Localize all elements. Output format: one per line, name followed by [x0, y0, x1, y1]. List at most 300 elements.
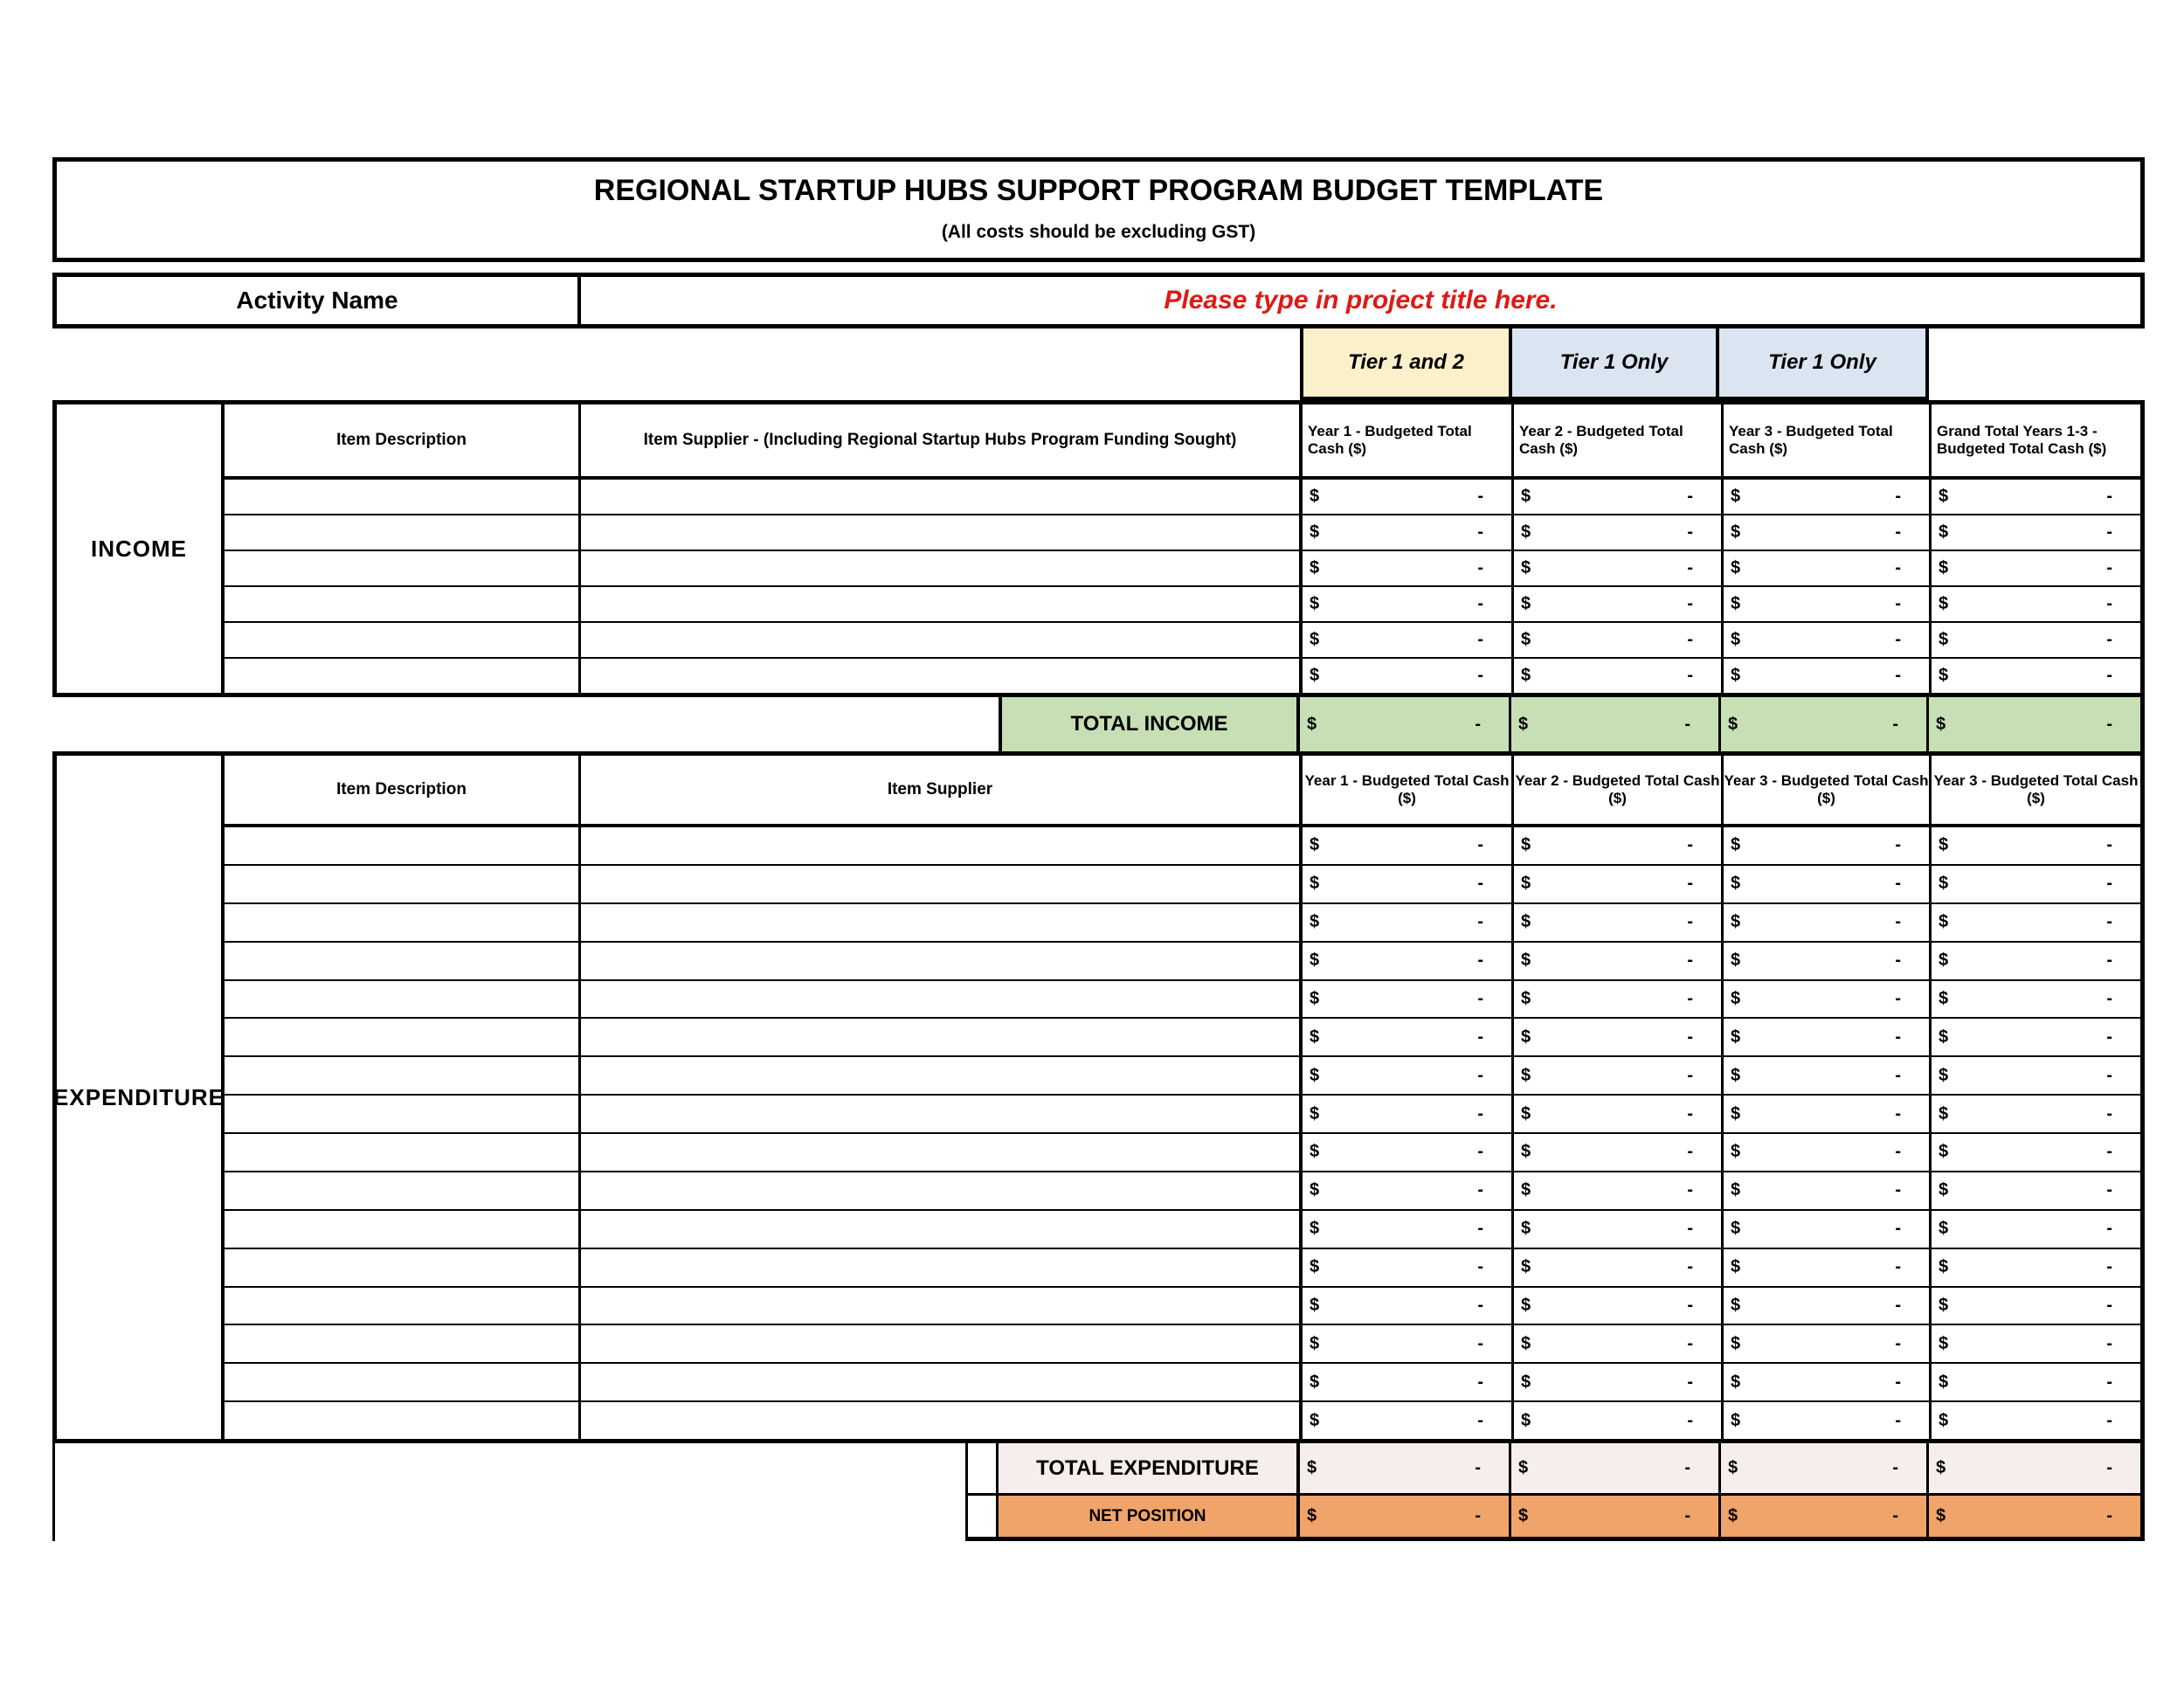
item-supplier-cell[interactable] [581, 515, 1303, 550]
amount-dash: - [1687, 1219, 1693, 1239]
amount-dash: - [1477, 630, 1483, 649]
amount-dash: - [1477, 1027, 1483, 1047]
money-cell[interactable] [1724, 1172, 1932, 1209]
expenditure-row [225, 1134, 2140, 1172]
money-cell[interactable] [1724, 1057, 1932, 1094]
money-cell[interactable] [1932, 1325, 2140, 1362]
item-description-cell[interactable] [225, 1325, 581, 1362]
amount-dash: - [1477, 1103, 1483, 1124]
currency-symbol: $ [1521, 1372, 1531, 1392]
money-cell[interactable] [1724, 587, 1932, 621]
page-title: REGIONAL STARTUP HUBS SUPPORT PROGRAM BUDGET TEMPLATE [593, 174, 1604, 207]
amount-dash: - [1687, 1372, 1693, 1392]
currency-symbol: $ [1310, 951, 1320, 971]
currency-symbol: $ [1521, 1410, 1531, 1430]
money-cell[interactable] [1303, 1288, 1514, 1324]
currency-symbol: $ [1521, 1142, 1531, 1162]
currency-symbol: $ [1731, 835, 1741, 855]
item-description-cell[interactable] [225, 1364, 581, 1400]
amount-dash: - [1475, 1506, 1481, 1525]
money-cell[interactable] [1724, 1325, 1932, 1362]
money-cell[interactable] [1303, 1211, 1514, 1248]
expenditure-row [225, 981, 2140, 1020]
currency-symbol: $ [1731, 522, 1741, 542]
money-cell[interactable] [1303, 981, 1514, 1018]
item-description-cell[interactable] [225, 480, 581, 514]
item-description-cell[interactable] [225, 1172, 581, 1209]
money-cell[interactable] [1514, 551, 1724, 585]
money-cell[interactable] [1514, 1288, 1724, 1324]
money-cell[interactable] [1514, 1325, 1724, 1362]
currency-symbol: $ [1731, 1410, 1741, 1430]
currency-symbol: $ [1310, 1180, 1320, 1200]
item-description-cell[interactable] [225, 623, 581, 657]
money-cell[interactable] [1932, 623, 2140, 657]
money-cell[interactable] [1724, 866, 1932, 902]
currency-symbol: $ [1731, 1103, 1741, 1124]
currency-symbol: $ [1939, 912, 1949, 932]
amount-dash: - [1684, 714, 1690, 734]
amount-dash: - [1687, 951, 1693, 971]
currency-symbol: $ [1518, 1458, 1529, 1477]
amount-dash: - [1687, 594, 1693, 613]
money-cell[interactable] [1514, 1057, 1724, 1094]
currency-symbol: $ [1731, 1142, 1741, 1162]
amount-dash: - [1895, 522, 1901, 542]
currency-symbol: $ [1310, 630, 1320, 649]
expenditure-row [225, 1096, 2140, 1134]
item-description-cell[interactable] [225, 1096, 581, 1132]
total-expenditure-spacer-cell [965, 1443, 999, 1496]
item-supplier-cell[interactable] [581, 1134, 1303, 1171]
currency-symbol: $ [1939, 1410, 1949, 1430]
currency-symbol: $ [1731, 874, 1741, 894]
money-cell[interactable] [1514, 1019, 1724, 1055]
money-cell[interactable] [1932, 1134, 2140, 1171]
amount-dash: - [1477, 1142, 1483, 1162]
currency-symbol: $ [1731, 1257, 1741, 1277]
amount-dash: - [1895, 487, 1901, 506]
currency-symbol: $ [1731, 1065, 1741, 1085]
income-row [225, 551, 2140, 587]
item-description-cell[interactable] [225, 659, 581, 693]
amount-dash: - [2106, 1257, 2112, 1277]
amount-dash: - [1477, 522, 1483, 542]
total-income-strip [52, 697, 2145, 751]
currency-symbol: $ [1731, 1295, 1741, 1315]
total-expenditure-label: TOTAL EXPENDITURE [999, 1443, 1300, 1496]
item-description-cell[interactable] [225, 1057, 581, 1094]
money-cell[interactable] [1724, 827, 1932, 864]
money-cell [1929, 697, 2145, 751]
money-cell[interactable] [1724, 904, 1932, 941]
money-cell[interactable] [1932, 1211, 2140, 1248]
currency-symbol: $ [1939, 1180, 1949, 1200]
total-expenditure-row-wrap [965, 1443, 2145, 1496]
income-row [225, 587, 2140, 623]
currency-symbol: $ [1310, 594, 1320, 613]
money-cell[interactable] [1932, 1019, 2140, 1055]
money-cell[interactable] [1514, 1096, 1724, 1132]
expenditure-row [225, 1211, 2140, 1249]
amount-dash: - [2106, 1180, 2112, 1200]
amount-dash: - [1687, 1027, 1693, 1047]
item-description-cell[interactable] [225, 1249, 581, 1286]
currency-symbol: $ [1939, 1142, 1949, 1162]
income-row [225, 659, 2140, 693]
money-cell[interactable] [1724, 1134, 1932, 1171]
money-cell[interactable] [1303, 827, 1514, 864]
currency-symbol: $ [1731, 1219, 1741, 1239]
amount-dash: - [1475, 714, 1481, 734]
amount-dash: - [1475, 1458, 1481, 1477]
money-cell[interactable] [1303, 943, 1514, 979]
currency-symbol: $ [1521, 487, 1531, 506]
item-description-cell[interactable] [225, 1288, 581, 1324]
currency-symbol: $ [1310, 1410, 1320, 1430]
total-income-label: TOTAL INCOME [999, 697, 1300, 751]
amount-dash: - [1477, 874, 1483, 894]
expenditure-row [225, 1172, 2140, 1211]
currency-symbol: $ [1939, 1295, 1949, 1315]
money-cell[interactable] [1303, 659, 1514, 693]
money-cell [1300, 697, 1511, 751]
money-cell[interactable] [1724, 1249, 1932, 1286]
item-supplier-cell[interactable] [581, 1288, 1303, 1324]
money-cell[interactable] [1932, 1402, 2140, 1439]
item-description-cell[interactable] [225, 904, 581, 941]
money-cell[interactable] [1724, 943, 1932, 979]
item-supplier-cell[interactable] [581, 1096, 1303, 1132]
currency-symbol: $ [1310, 835, 1320, 855]
amount-dash: - [1477, 1065, 1483, 1085]
money-cell[interactable] [1514, 480, 1724, 514]
amount-dash: - [1687, 1295, 1693, 1315]
currency-symbol: $ [1310, 487, 1320, 506]
amount-dash: - [2106, 1065, 2112, 1085]
item-description-cell[interactable] [225, 1134, 581, 1171]
item-supplier-cell[interactable] [581, 551, 1303, 585]
money-cell[interactable] [1514, 515, 1724, 550]
amount-dash: - [1477, 594, 1483, 613]
amount-dash: - [1687, 1410, 1693, 1430]
expenditure-row [225, 1325, 2140, 1364]
amount-dash: - [2106, 487, 2112, 506]
currency-symbol: $ [1310, 1295, 1320, 1315]
money-cell[interactable] [1932, 515, 2140, 550]
amount-dash: - [1687, 558, 1693, 577]
currency-symbol: $ [1731, 666, 1741, 685]
item-description-cell[interactable] [225, 1402, 581, 1439]
net-position-label: NET POSITION [999, 1496, 1300, 1541]
money-cell[interactable] [1303, 623, 1514, 657]
money-cell[interactable] [1514, 981, 1724, 1018]
currency-symbol: $ [1521, 874, 1531, 894]
amount-dash: - [1477, 666, 1483, 685]
currency-symbol: $ [1521, 666, 1531, 685]
money-cell[interactable] [1932, 1057, 2140, 1094]
item-description-cell[interactable] [225, 587, 581, 621]
amount-dash: - [2106, 1506, 2112, 1525]
amount-dash: - [1895, 1372, 1901, 1392]
currency-symbol: $ [1521, 1180, 1531, 1200]
money-cell[interactable] [1932, 904, 2140, 941]
item-description-cell[interactable] [225, 943, 581, 979]
tier-cell-year2: Tier 1 Only [1512, 328, 1719, 397]
item-supplier-cell[interactable] [581, 480, 1303, 514]
amount-dash: - [1687, 1333, 1693, 1353]
item-supplier-cell[interactable] [581, 827, 1303, 864]
money-cell[interactable] [1303, 904, 1514, 941]
currency-symbol: $ [1310, 874, 1320, 894]
amount-dash: - [2106, 558, 2112, 577]
money-cell[interactable] [1932, 1249, 2140, 1286]
item-supplier-cell[interactable] [581, 1325, 1303, 1362]
money-cell[interactable] [1724, 1402, 1932, 1439]
amount-dash: - [1687, 912, 1693, 932]
currency-symbol: $ [1521, 630, 1531, 649]
currency-symbol: $ [1518, 714, 1529, 734]
money-cell[interactable] [1932, 827, 2140, 864]
money-cell[interactable] [1514, 904, 1724, 941]
amount-dash: - [1687, 1065, 1693, 1085]
currency-symbol: $ [1521, 1219, 1531, 1239]
currency-symbol: $ [1310, 912, 1320, 932]
income-rows [225, 480, 2140, 693]
currency-symbol: $ [1521, 951, 1531, 971]
amount-dash: - [1687, 487, 1693, 506]
money-cell[interactable] [1303, 480, 1514, 514]
item-supplier-cell[interactable] [581, 659, 1303, 693]
money-cell[interactable] [1932, 1096, 2140, 1132]
amount-dash: - [1687, 874, 1693, 894]
income-row [225, 623, 2140, 659]
item-supplier-cell[interactable] [581, 866, 1303, 902]
money-cell[interactable] [1514, 1249, 1724, 1286]
item-description-cell[interactable] [225, 1211, 581, 1248]
item-supplier-cell[interactable] [581, 1172, 1303, 1209]
amount-dash: - [2106, 714, 2112, 734]
amount-dash: - [2106, 594, 2112, 613]
money-cell[interactable] [1303, 587, 1514, 621]
amount-dash: - [1895, 1257, 1901, 1277]
item-supplier-cell[interactable] [581, 1249, 1303, 1286]
money-cell[interactable] [1724, 1288, 1932, 1324]
amount-dash: - [1477, 951, 1483, 971]
amount-dash: - [2106, 1103, 2112, 1124]
amount-dash: - [2106, 1219, 2112, 1239]
money-cell[interactable] [1724, 1211, 1932, 1248]
money-cell[interactable] [1514, 1134, 1724, 1171]
money-cell[interactable] [1932, 943, 2140, 979]
currency-symbol: $ [1728, 1506, 1738, 1525]
money-cell[interactable] [1514, 943, 1724, 979]
expenditure-header-year3: Year 3 - Budgeted Total Cash ($) [1724, 756, 1932, 824]
item-supplier-cell[interactable] [581, 1057, 1303, 1094]
money-cell[interactable] [1932, 587, 2140, 621]
income-section [52, 400, 2145, 697]
net-position-row-wrap [965, 1496, 2145, 1541]
tier-cell-year3: Tier 1 Only [1719, 328, 1925, 397]
money-cell[interactable] [1514, 659, 1724, 693]
money-cell[interactable] [1932, 981, 2140, 1018]
money-cell[interactable] [1514, 866, 1724, 902]
currency-symbol: $ [1731, 1333, 1741, 1353]
money-cell[interactable] [1514, 827, 1724, 864]
money-cell[interactable] [1932, 551, 2140, 585]
item-supplier-cell[interactable] [581, 1019, 1303, 1055]
item-supplier-cell[interactable] [581, 943, 1303, 979]
money-cell[interactable] [1303, 1172, 1514, 1209]
currency-symbol: $ [1731, 594, 1741, 613]
money-cell[interactable] [1303, 1249, 1514, 1286]
amount-dash: - [1895, 1065, 1901, 1085]
amount-dash: - [1684, 1458, 1690, 1477]
money-cell[interactable] [1724, 1364, 1932, 1400]
amount-dash: - [1687, 630, 1693, 649]
money-cell[interactable] [1303, 515, 1514, 550]
money-cell[interactable] [1724, 1019, 1932, 1055]
money-cell[interactable] [1932, 480, 2140, 514]
money-cell[interactable] [1514, 587, 1724, 621]
amount-dash: - [2106, 988, 2112, 1008]
amount-dash: - [1895, 558, 1901, 577]
currency-symbol: $ [1310, 1333, 1320, 1353]
money-cell [1721, 1443, 1929, 1496]
currency-symbol: $ [1728, 1458, 1738, 1477]
amount-dash: - [2106, 522, 2112, 542]
amount-dash: - [1477, 988, 1483, 1008]
item-description-cell[interactable] [225, 515, 581, 550]
amount-dash: - [1687, 835, 1693, 855]
currency-symbol: $ [1731, 1372, 1741, 1392]
money-cell[interactable] [1932, 866, 2140, 902]
money-cell[interactable] [1514, 1211, 1724, 1248]
money-cell[interactable] [1514, 1172, 1724, 1209]
money-cell[interactable] [1303, 1364, 1514, 1400]
money-cell[interactable] [1303, 1057, 1514, 1094]
currency-symbol: $ [1939, 1103, 1949, 1124]
expenditure-header-grand-total: Year 3 - Budgeted Total Cash ($) [1933, 771, 2139, 806]
currency-symbol: $ [1310, 666, 1320, 685]
money-cell[interactable] [1303, 1096, 1514, 1132]
currency-symbol: $ [1939, 835, 1949, 855]
currency-symbol: $ [1310, 558, 1320, 577]
money-cell[interactable] [1932, 1172, 2140, 1209]
money-cell[interactable] [1303, 1325, 1514, 1362]
money-cell[interactable] [1932, 1364, 2140, 1400]
amount-dash: - [1477, 1257, 1483, 1277]
item-description-cell[interactable] [225, 981, 581, 1018]
item-description-cell[interactable] [225, 827, 581, 864]
item-supplier-cell[interactable] [581, 587, 1303, 621]
tier-cell-year1: Tier 1 and 2 [1303, 328, 1512, 397]
currency-symbol: $ [1310, 1027, 1320, 1047]
money-cell[interactable] [1303, 866, 1514, 902]
currency-symbol: $ [1310, 1219, 1320, 1239]
amount-dash: - [1892, 1458, 1898, 1477]
amount-dash: - [1477, 1295, 1483, 1315]
money-cell[interactable] [1724, 659, 1932, 693]
money-cell[interactable] [1932, 1288, 2140, 1324]
currency-symbol: $ [1939, 1065, 1949, 1085]
money-cell[interactable] [1724, 623, 1932, 657]
currency-symbol: $ [1518, 1506, 1529, 1525]
amount-dash: - [1477, 912, 1483, 932]
money-cell[interactable] [1724, 1096, 1932, 1132]
item-supplier-cell[interactable] [581, 904, 1303, 941]
currency-symbol: $ [1310, 522, 1320, 542]
money-cell[interactable] [1724, 480, 1932, 514]
amount-dash: - [1477, 1333, 1483, 1353]
income-section-body [225, 404, 2140, 693]
title-box [52, 157, 2145, 262]
amount-dash: - [1687, 1103, 1693, 1124]
currency-symbol: $ [1521, 1333, 1531, 1353]
money-cell [1300, 1443, 1511, 1496]
money-cell [1511, 1496, 1721, 1541]
currency-symbol: $ [1939, 1219, 1949, 1239]
currency-symbol: $ [1939, 988, 1949, 1008]
amount-dash: - [1892, 714, 1898, 734]
item-description-cell[interactable] [225, 1019, 581, 1055]
income-header-row [225, 404, 2140, 480]
currency-symbol: $ [1307, 1506, 1317, 1525]
item-supplier-cell[interactable] [581, 981, 1303, 1018]
item-supplier-cell[interactable] [581, 623, 1303, 657]
currency-symbol: $ [1731, 1027, 1741, 1047]
item-supplier-cell[interactable] [581, 1364, 1303, 1400]
money-cell[interactable] [1724, 551, 1932, 585]
currency-symbol: $ [1521, 522, 1531, 542]
currency-symbol: $ [1939, 558, 1949, 577]
item-supplier-cell[interactable] [581, 1211, 1303, 1248]
currency-symbol: $ [1521, 835, 1531, 855]
currency-symbol: $ [1939, 487, 1949, 506]
amount-dash: - [2106, 1410, 2112, 1430]
currency-symbol: $ [1731, 487, 1741, 506]
amount-dash: - [1895, 1142, 1901, 1162]
currency-symbol: $ [1521, 1103, 1531, 1124]
amount-dash: - [1477, 1372, 1483, 1392]
income-row [225, 480, 2140, 515]
currency-symbol: $ [1936, 1506, 1946, 1525]
income-header-year2: Year 2 - Budgeted Total Cash ($) [1514, 404, 1724, 476]
amount-dash: - [1895, 988, 1901, 1008]
money-cell[interactable] [1724, 981, 1932, 1018]
money-cell[interactable] [1514, 1364, 1724, 1400]
item-description-cell[interactable] [225, 866, 581, 902]
project-title-input[interactable]: Please type in project title here. [1164, 286, 1558, 315]
money-cell[interactable] [1514, 1402, 1724, 1439]
amount-dash: - [2106, 1333, 2112, 1353]
amount-dash: - [1477, 1410, 1483, 1430]
money-cell[interactable] [1514, 623, 1724, 657]
money-cell[interactable] [1303, 1134, 1514, 1171]
currency-symbol: $ [1521, 912, 1531, 932]
item-description-cell[interactable] [225, 551, 581, 585]
money-cell[interactable] [1932, 659, 2140, 693]
money-cell[interactable] [1303, 1402, 1514, 1439]
money-cell[interactable] [1724, 515, 1932, 550]
amount-dash: - [1895, 1333, 1901, 1353]
money-cell[interactable] [1303, 1019, 1514, 1055]
expenditure-row [225, 1402, 2140, 1439]
money-cell [1721, 697, 1929, 751]
currency-symbol: $ [1731, 630, 1741, 649]
item-supplier-cell[interactable] [581, 1402, 1303, 1439]
money-cell[interactable] [1303, 551, 1514, 585]
